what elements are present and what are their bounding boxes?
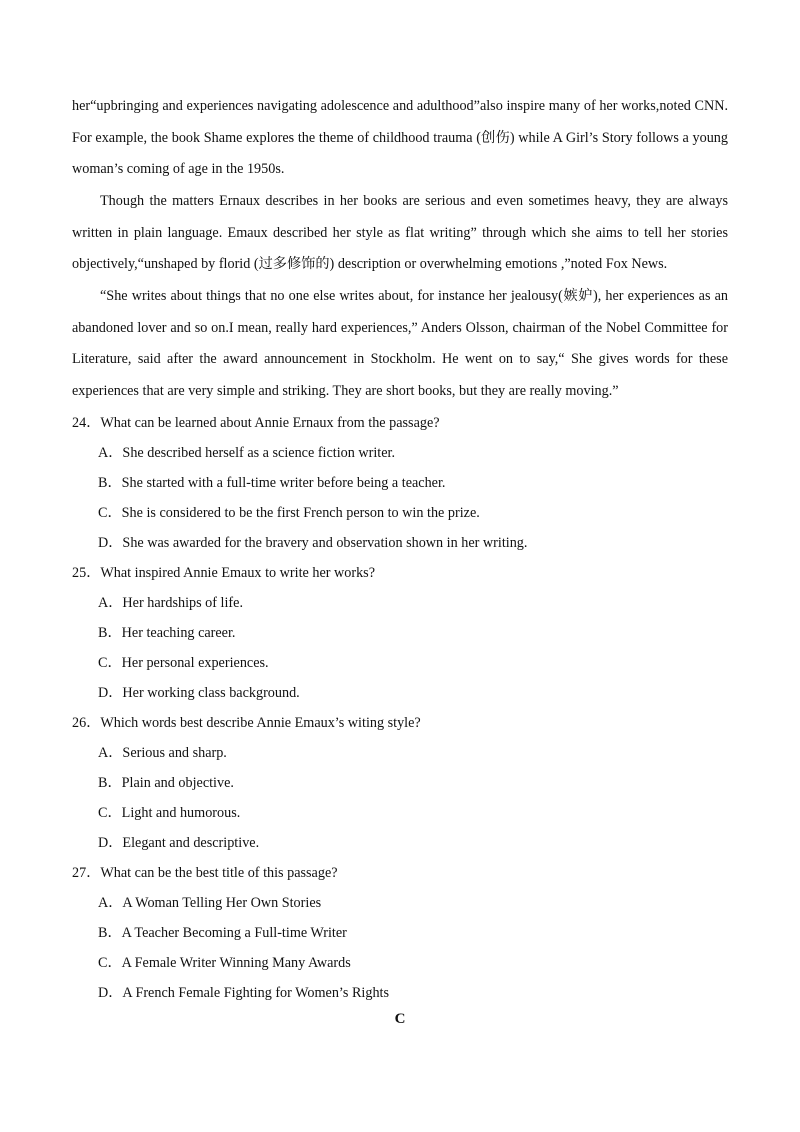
answer-option: A．She described herself as a science fiction writer. [98, 445, 396, 461]
answer-option: C．A Female Writer Winning Many Awards [98, 955, 351, 971]
passage-line: experiences that are very simple and striking. They are short books, but they are really moving.” [72, 382, 619, 399]
answer-option: C．Her personal experiences. [98, 655, 269, 671]
answer-option: A．Her hardships of life. [98, 595, 243, 611]
passage-line: written in plain language. Emaux described her style as flat writing” through which she aims to tell her stories [72, 224, 728, 241]
passage-paragraph-1 [72, 91, 728, 186]
passage-line: woman’s coming of age in the 1950s. [72, 161, 285, 177]
answer-option: D．Elegant and descriptive. [98, 835, 260, 851]
answer-option: D．Her working class background. [98, 685, 300, 701]
question-stem: 27．What can be the best title of this passage? [72, 865, 338, 881]
passage-line: abandoned lover and so on.I mean, really hard experiences,” Anders Olsson, chairman of the Nobel Committee for [72, 319, 728, 336]
answer-option: A．A Woman Telling Her Own Stories [98, 895, 322, 911]
question-stem: 25．What inspired Annie Emaux to write her works? [72, 565, 375, 581]
passage-line: “She writes about things that no one else writes about, for instance her jealousy(嫉妒), her experiences as an [100, 288, 728, 304]
answer-option: B．Plain and objective. [98, 775, 234, 791]
passage-line: her“upbringing and experiences navigating adolescence and adulthood”also inspire many of her works,noted CNN. [72, 98, 728, 114]
answer-option: B．Her teaching career. [98, 625, 236, 641]
section-label: C [394, 1011, 406, 1027]
passage-paragraph-3 [72, 281, 728, 407]
answer-option: C．Light and humorous. [98, 805, 241, 821]
answer-option: C．She is considered to be the first French person to win the prize. [98, 505, 480, 521]
passage-line: Though the matters Ernaux describes in her books are serious and even sometimes heavy, they are always [100, 193, 728, 209]
answer-option: B．She started with a full-time writer before being a teacher. [98, 475, 446, 491]
passage-line: Literature, said after the award announcement in Stockholm. He went on to say,“ She gives words for these [72, 351, 728, 367]
passage-line: For example, the book Shame explores the theme of childhood trauma (创伤) while A Girl’s Story follows a young [72, 129, 728, 146]
question-stem: 24．What can be learned about Annie Ernaux from the passage? [72, 415, 440, 431]
passage-paragraph-2 [72, 186, 728, 281]
answer-option: A．Serious and sharp. [98, 745, 227, 761]
answer-option: D．A French Female Fighting for Women’s Rights [98, 985, 390, 1001]
question-stem: 26．Which words best describe Annie Emaux’s witing style? [72, 715, 421, 731]
answer-option: D．She was awarded for the bravery and observation shown in her writing. [98, 535, 528, 551]
passage-line: objectively,“unshaped by florid (过多修饰的) description or overwhelming emotions ,”noted Fox News. [72, 256, 668, 272]
answer-option: B．A Teacher Becoming a Full-time Writer [98, 925, 347, 941]
